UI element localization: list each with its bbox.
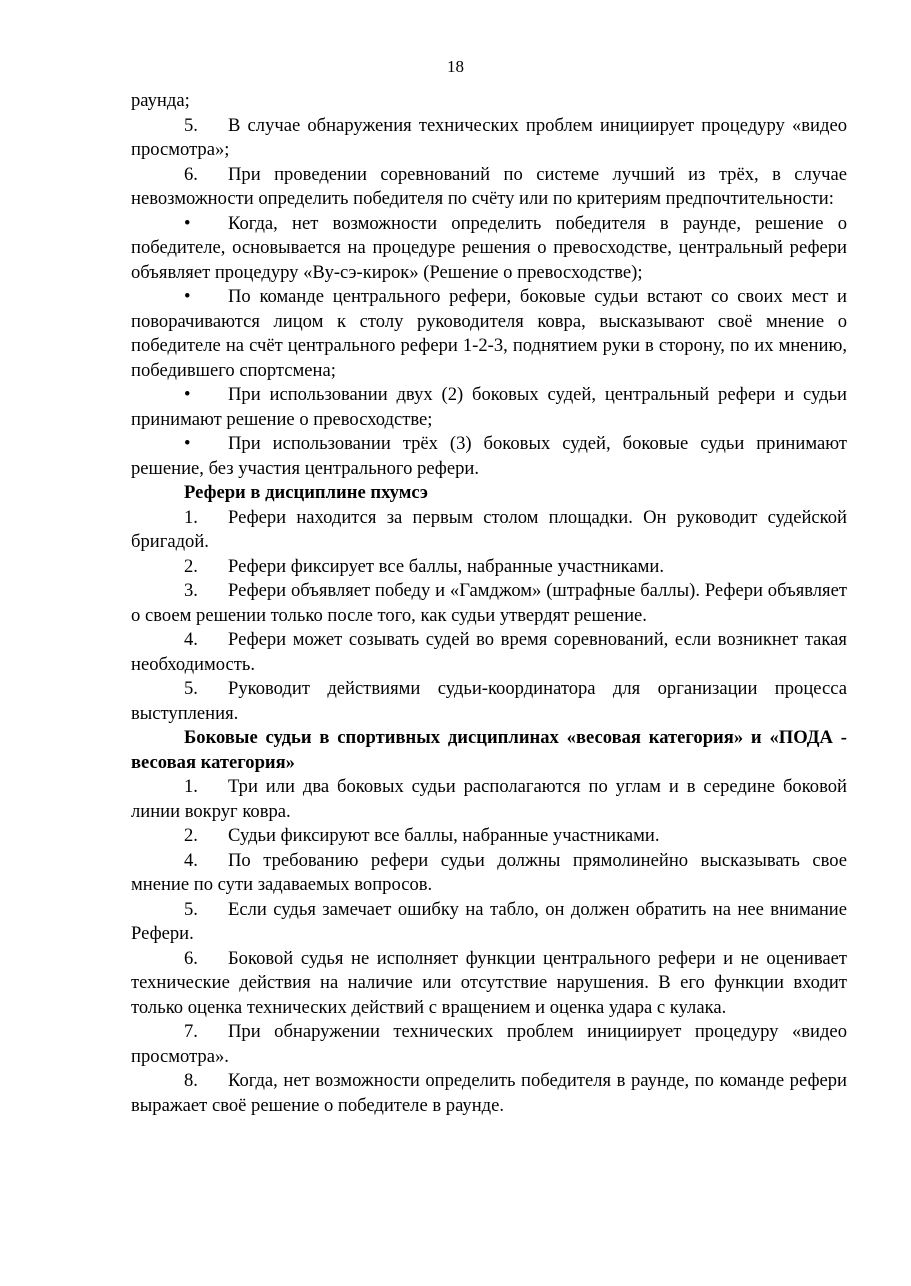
list-item [131, 628, 847, 677]
bullet-item [131, 212, 847, 286]
list-item [131, 1069, 847, 1118]
list-number: 4. [184, 629, 198, 650]
list-item [131, 898, 847, 947]
list-item-text: Рефери объявляет победу и «Гамджом» (штрафные баллы). Рефери объявляет о своем решении только после того, как судьи утвердят решение. [131, 580, 847, 626]
list-number: 2. [184, 555, 198, 577]
list-item-text: Судьи фиксируют все баллы, набранные участниками. [228, 825, 660, 846]
bullet-icon: • [184, 384, 191, 405]
list-number: 3. [184, 580, 198, 601]
list-item-text: Когда, нет возможности определить победителя в раунде, по команде рефери выражает своё решение о победителе в раунде. [131, 1070, 847, 1116]
list-number: 8. [184, 1070, 198, 1091]
document-body [131, 89, 847, 1118]
list-item [131, 114, 847, 163]
list-number: 6. [184, 947, 198, 969]
list-item-text: По требованию рефери судьи должны прямолинейно высказывать свое мнение по сути задаваемых вопросов. [131, 849, 847, 895]
list-item-text: Руководит действиями судьи-координатора для организации процесса выступления. [131, 678, 847, 724]
page-number: 18 [447, 57, 464, 76]
bullet-item-text: Когда, нет возможности определить победителя в раунде, решение о победителе, основывается на процедуре решения о превосходстве, центральный рефери объявляет процедуру «Ву-сэ-кирок» (Решение о превосходстве); [131, 212, 847, 283]
list-item [131, 947, 847, 1021]
list-item-text: Боковой судья не исполняет функции центрального рефери и не оценивает технические действия на наличие или отсутствие нарушения. В его функции входит только оценка технических действий с вращением и оценка удара с кулака. [131, 947, 847, 1018]
list-item [131, 579, 847, 628]
list-number: 1. [184, 506, 198, 528]
list-item-text: Три или два боковых судьи располагаются по углам и в середине боковой линии вокруг ковра. [131, 776, 847, 822]
section-heading: Рефери в дисциплине пхумсэ [184, 482, 428, 503]
list-item-text: Рефери фиксирует все баллы, набранные участниками. [228, 555, 665, 577]
list-number: 2. [184, 825, 198, 846]
list-number: 5. [184, 678, 198, 699]
list-item-text: В случае обнаружения технических проблем инициирует процедуру «видео просмотра»; [131, 114, 847, 160]
list-item-text: При проведении соревнований по системе лучший из трёх, в случае невозможности определить победителя по счёту или по критериям предпочтительности: [131, 163, 847, 209]
list-number: 1. [184, 776, 198, 797]
list-item-text: Рефери может созывать судей во время соревнований, если возникнет такая необходимость. [131, 629, 847, 675]
list-number: 5. [184, 898, 198, 920]
bullet-icon: • [184, 286, 191, 307]
list-item [131, 677, 847, 726]
list-item-text: Если судья замечает ошибку на табло, он должен обратить на нее внимание Рефери. [131, 898, 847, 944]
bullet-item-text: При использовании двух (2) боковых судей, центральный рефери и судьи принимают решение о превосходстве; [131, 384, 847, 430]
list-item [131, 506, 847, 555]
bullet-item [131, 432, 847, 481]
list-item [131, 849, 847, 898]
paragraph-continuation: раунда; [131, 90, 190, 111]
list-item [131, 1020, 847, 1069]
bullet-item-text: При использовании трёх (3) боковых судей, боковые судьи принимают решение, без участия центрального рефери. [131, 433, 847, 479]
list-item-text: Рефери находится за первым столом площадки. Он руководит судейской бригадой. [131, 506, 847, 552]
section-heading: Боковые судьи в спортивных дисциплинах «весовая категория» и «ПОДА - весовая категория» [131, 727, 847, 773]
list-number: 6. [184, 163, 198, 185]
list-item [131, 775, 847, 824]
list-item [131, 163, 847, 212]
list-item [131, 555, 847, 580]
bullet-item [131, 383, 847, 432]
bullet-item-text: По команде центрального рефери, боковые судьи встают со своих мест и поворачиваются лицом к столу руководителя ковра, высказывают своё мнение о победителе на счёт центрального рефери 1-2-3, поднятием руки в сторону, по их мнению, победившего спортсмена; [131, 286, 847, 381]
bullet-icon: • [184, 212, 191, 234]
bullet-item [131, 285, 847, 383]
list-item [131, 824, 847, 849]
list-number: 4. [184, 849, 198, 871]
list-number: 5. [184, 114, 198, 136]
list-item-text: При обнаружении технических проблем инициирует процедуру «видео просмотра». [131, 1021, 847, 1067]
list-number: 7. [184, 1021, 198, 1042]
bullet-icon: • [184, 433, 191, 454]
